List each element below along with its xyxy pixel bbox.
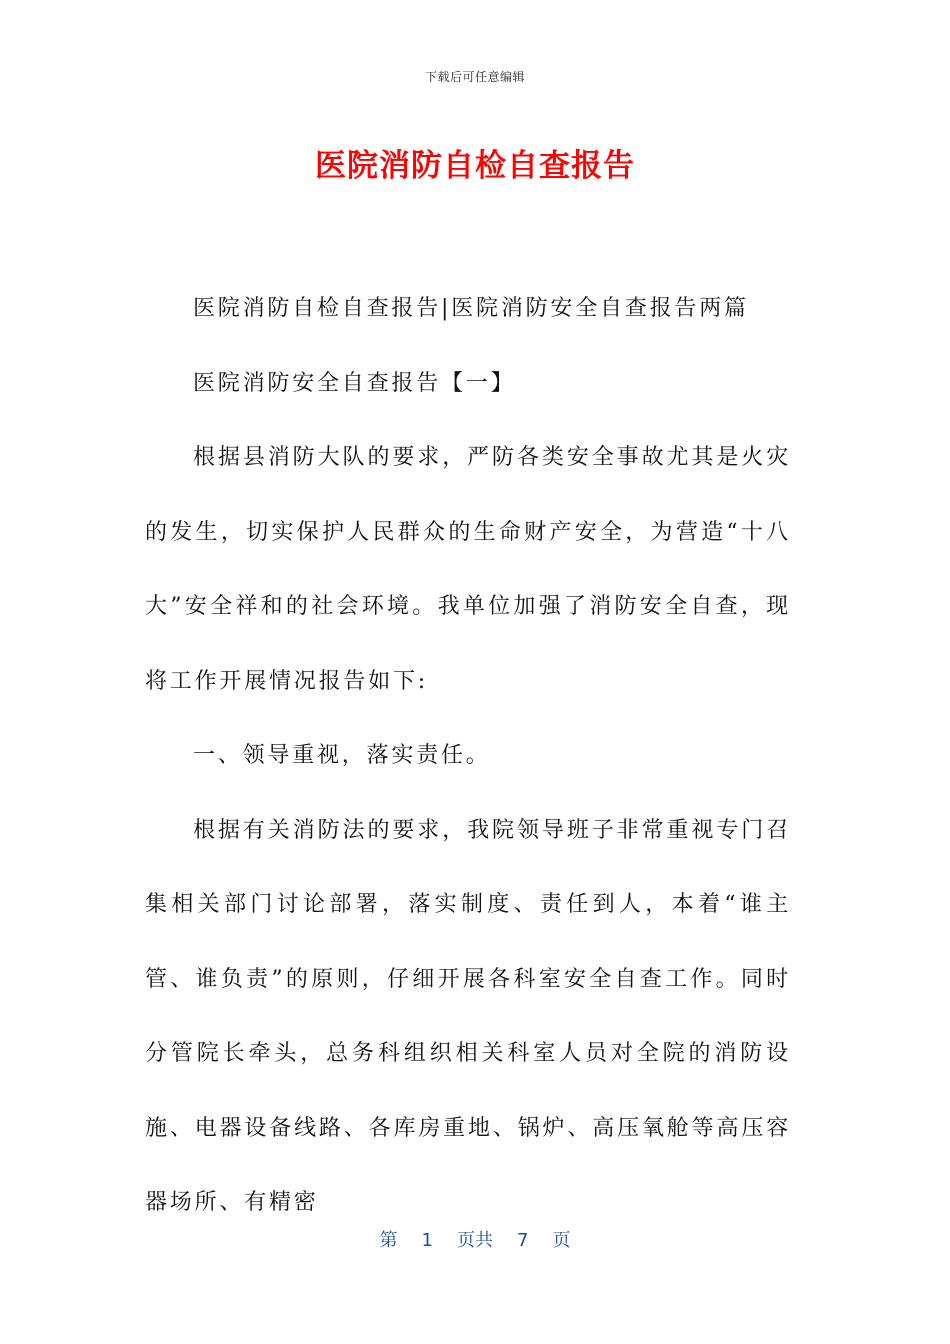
page-number [0, 1226, 950, 1252]
page-prefix: 第 [379, 1230, 398, 1251]
paragraph-intro: 根据县消防大队的要求，严防各类安全事故尤其是火灾的发生，切实保护人民群众的生命财产安全，为营造“十八大”安全祥和的社会环境。我单位加强了消防安全自查，现将工作开展情况报告如下: [145, 445, 791, 694]
page-mid: 页共 [457, 1230, 493, 1251]
paragraph-subtitle: 医院消防自检自查报告|医院消防安全自查报告两篇 [193, 296, 749, 321]
paragraph-section-heading: 医院消防安全自查报告【一】 [193, 370, 516, 396]
page-suffix: 页 [552, 1230, 571, 1251]
page-total: 7 [517, 1230, 529, 1251]
paragraph-item-body: 根据有关消防法的要求，我院领导班子非常重视专门召集相关部门讨论部署，落实制度、责任到人，本着“谁主管、谁负责”的原则，仔细开展各科室安全自查工作。同时分管院长牵头，总务科组织相关科室人员对全院的消防设施、电器设备线路、各库房重地、锅炉、高压氧舱等高压容器场所、有精密 [145, 817, 791, 1215]
paragraph-item-heading: 一、领导重视，落实责任。 [193, 743, 491, 768]
page-current: 1 [421, 1230, 433, 1251]
header-note: 下载后可任意编辑 [424, 70, 525, 84]
document-title: 医院消防自检自查报告 [315, 148, 635, 184]
document-body [145, 272, 791, 1241]
